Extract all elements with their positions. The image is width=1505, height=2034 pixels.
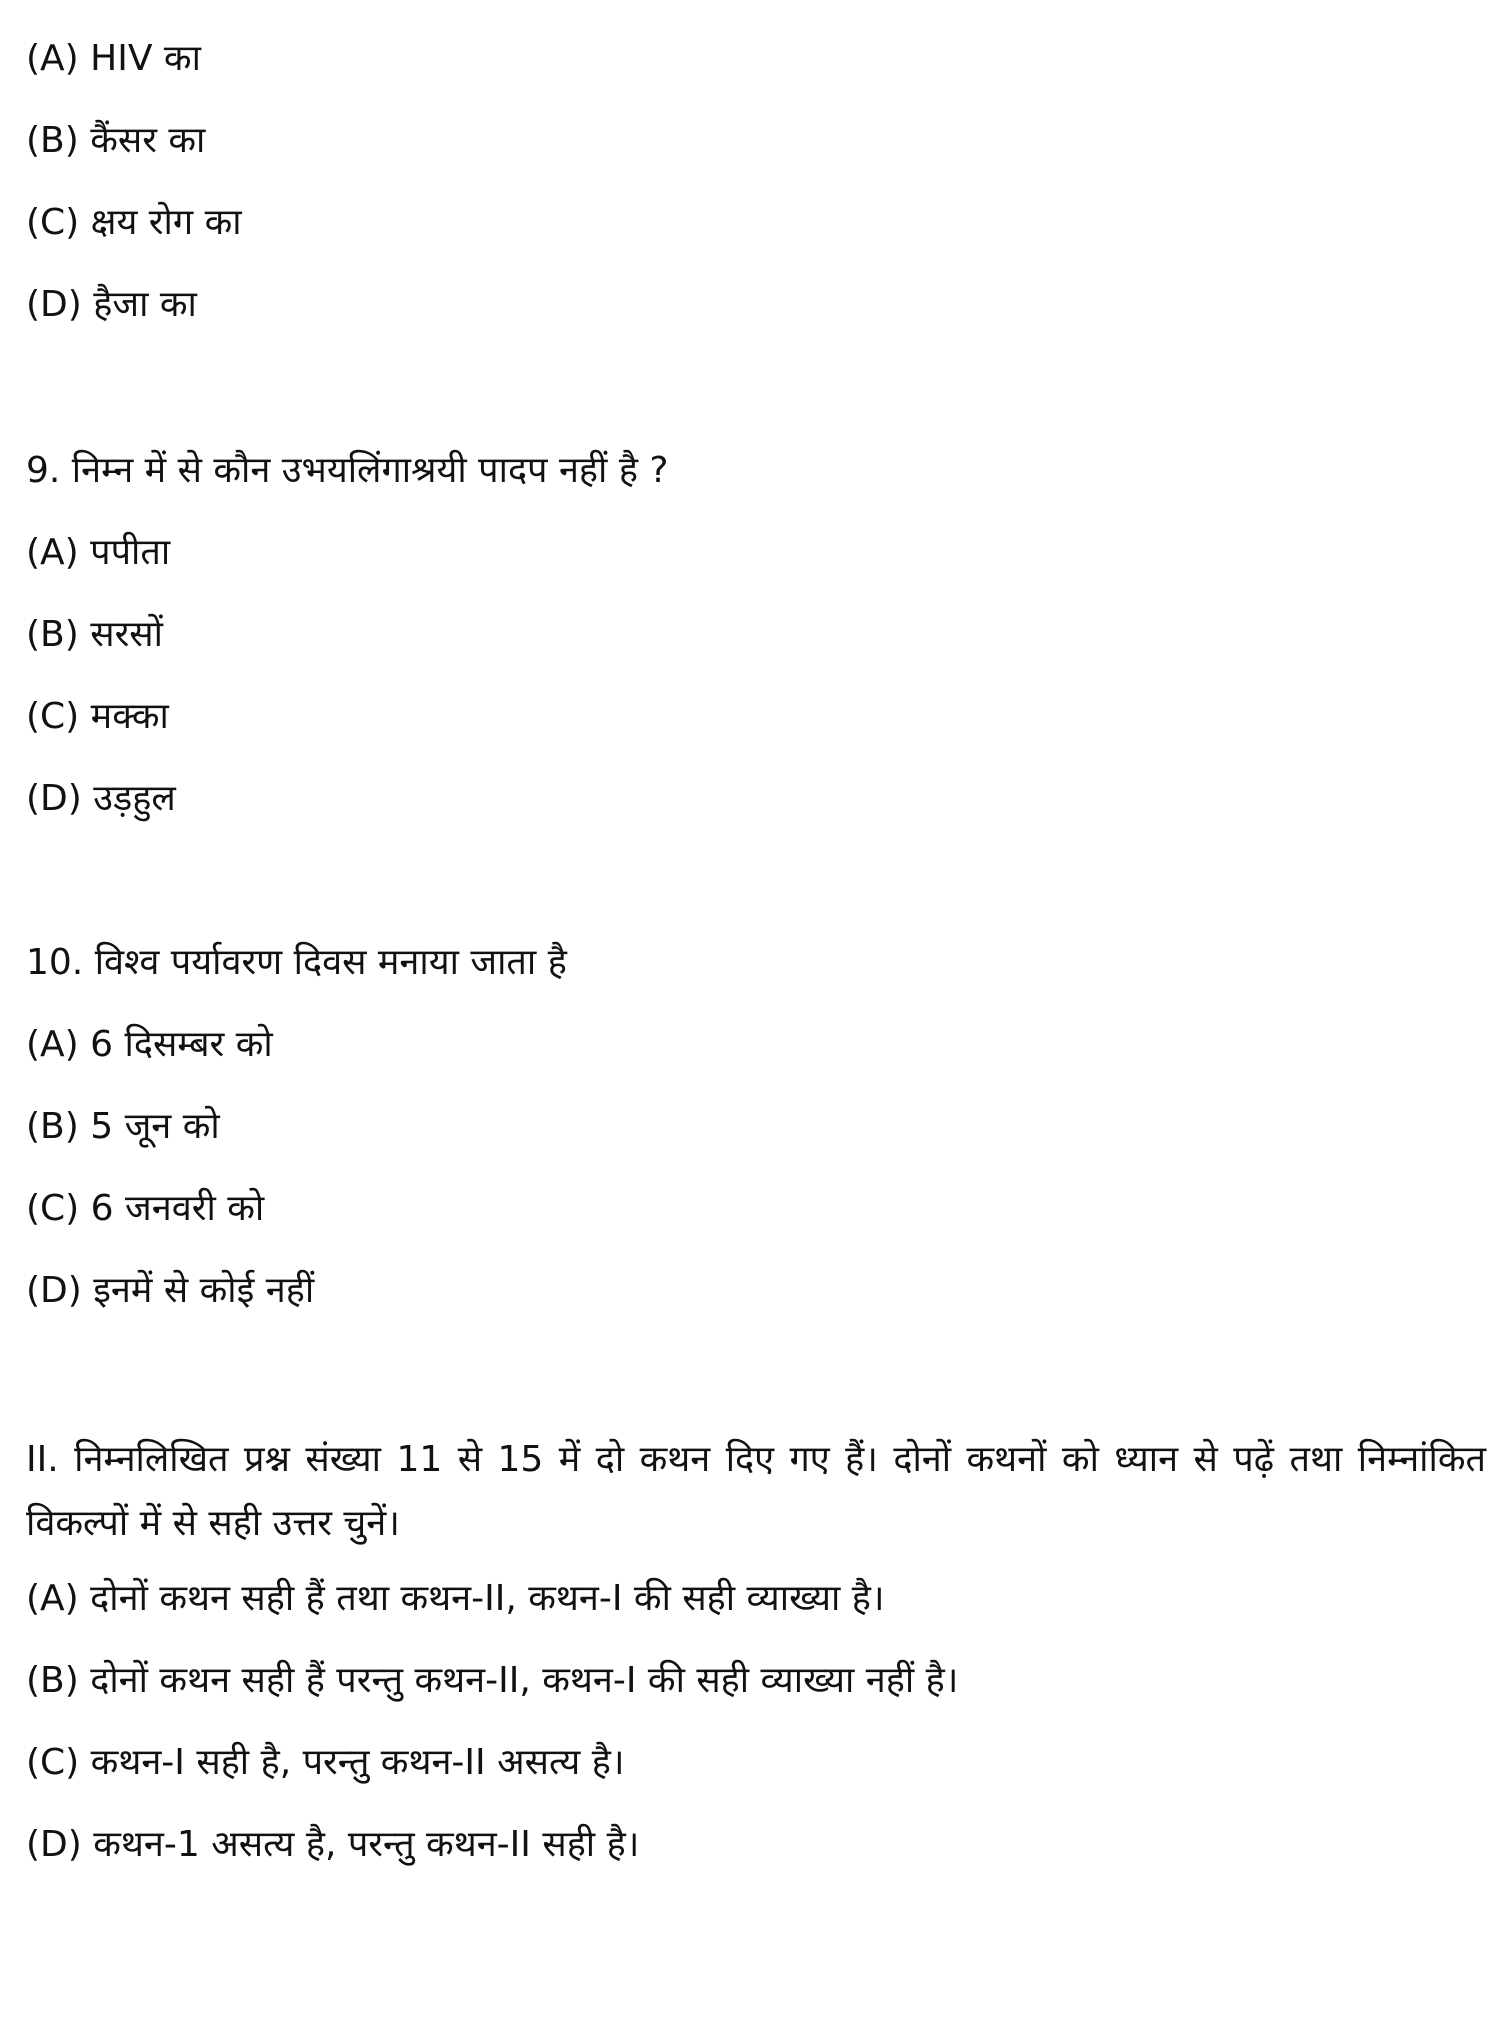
q10-option-b: (B) 5 जून को [26,1106,220,1147]
q9-option-c: (C) मक्का [26,696,169,737]
section-ii-option-a: (A) दोनों कथन सही हैं तथा कथन-II, कथन-I की सही व्याख्या है। [26,1578,885,1619]
q10-question: 10. विश्व पर्यावरण दिवस मनाया जाता है [26,942,567,983]
q8-option-a: (A) HIV का [26,38,201,79]
section-ii-instruction: II. निम्नलिखित प्रश्न संख्या 11 से 15 में दो कथन दिए गए हैं। दोनों कथनों को ध्यान से पढ़ें तथा निम्नांकित विकल्पों में से सही उत्तर चुनें। [26,1439,1486,1544]
q10-option-c: (C) 6 जनवरी को [26,1188,265,1229]
q9-question: 9. निम्न में से कौन उभयलिंगाश्रयी पादप नहीं है ? [26,450,669,491]
q9-option-a: (A) पपीता [26,532,171,573]
section-ii-option-d: (D) कथन-1 असत्य है, परन्तु कथन-II सही है। [26,1824,640,1865]
q8-option-c: (C) क्षय रोग का [26,202,242,243]
section-ii-option-b: (B) दोनों कथन सही हैं परन्तु कथन-II, कथन-I की सही व्याख्या नहीं है। [26,1660,959,1701]
q10-option-d: (D) इनमें से कोई नहीं [26,1270,315,1311]
q9-option-d: (D) उड़हुल [26,778,176,819]
q8-option-b: (B) कैंसर का [26,120,206,161]
q10-option-a: (A) 6 दिसम्बर को [26,1024,273,1065]
q9-option-b: (B) सरसों [26,614,163,655]
q8-option-d: (D) हैजा का [26,284,197,325]
section-ii-option-c: (C) कथन-I सही है, परन्तु कथन-II असत्य है। [26,1742,625,1783]
